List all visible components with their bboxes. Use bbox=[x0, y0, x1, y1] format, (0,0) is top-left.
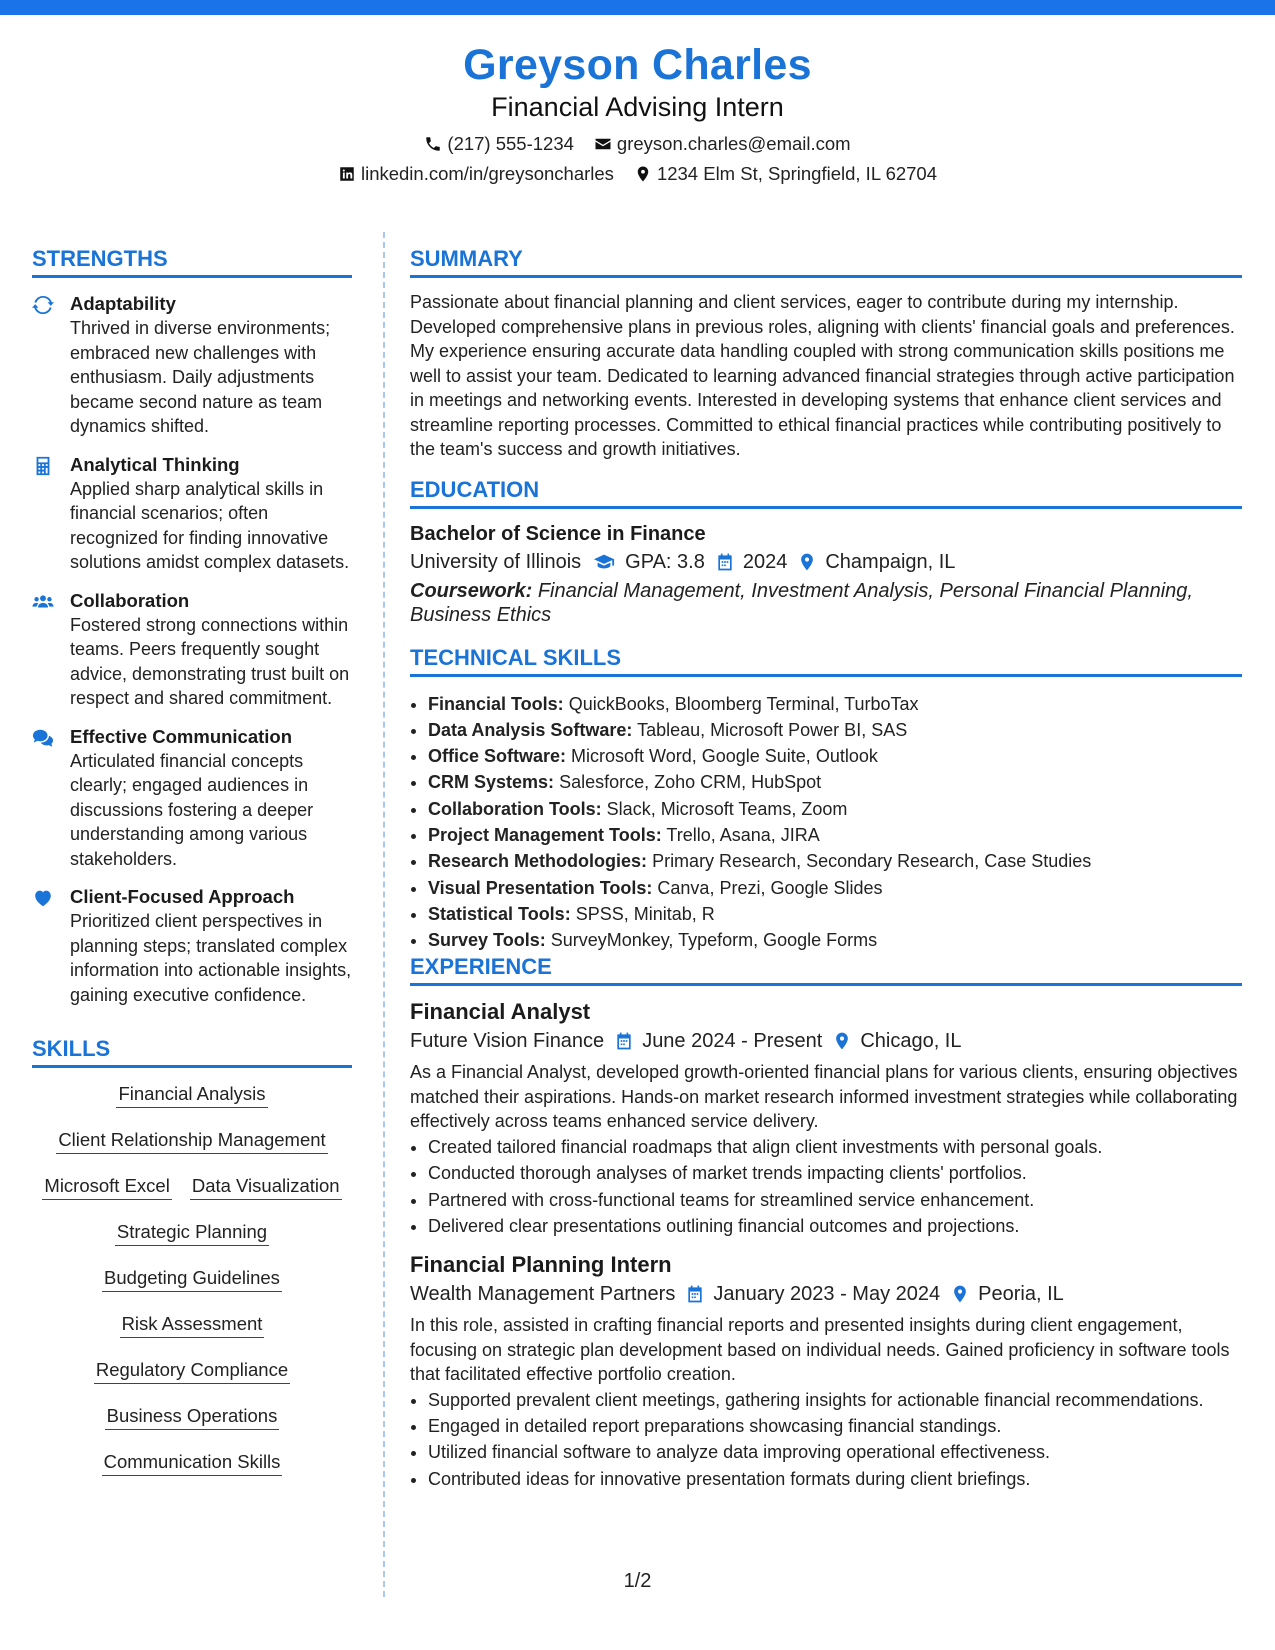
company-name: Future Vision Finance bbox=[410, 1030, 605, 1053]
strength-title: Analytical Thinking bbox=[70, 453, 240, 475]
coursework-text: Financial Management, Investment Analysis, Personal Financial Planning, Business Ethics bbox=[410, 579, 1193, 626]
tech-skill-value: SPSS, Minitab, R bbox=[575, 903, 715, 924]
tech-skill-label: Collaboration Tools: bbox=[428, 798, 602, 819]
skill-tag: Financial Analysis bbox=[116, 1082, 267, 1108]
tech-skill-label: Research Methodologies: bbox=[428, 851, 648, 872]
tech-skill-value: Trello, Asana, JIRA bbox=[666, 824, 820, 845]
map-pin-icon bbox=[797, 552, 817, 572]
gpa-text: GPA: 3.8 bbox=[625, 550, 705, 573]
skills-section bbox=[32, 1035, 352, 1476]
job-entry bbox=[410, 998, 1242, 1239]
summary-heading: SUMMARY bbox=[410, 245, 1242, 278]
school-location-text: Champaign, IL bbox=[825, 550, 956, 573]
strength-description: Thrived in diverse environments; embraced new challenges with enthusiasm. Daily adjustments became second nature as team dynamics shifted. bbox=[70, 318, 331, 436]
strength-item bbox=[32, 589, 352, 711]
strength-title: Client-Focused Approach bbox=[70, 886, 295, 907]
column-divider bbox=[383, 232, 385, 1597]
skill-tag: Budgeting Guidelines bbox=[102, 1266, 282, 1292]
job-location-item bbox=[950, 1279, 1064, 1309]
strength-item bbox=[32, 292, 352, 439]
education-meta bbox=[410, 547, 1242, 577]
strength-description: Articulated financial concepts clearly; engaged audiences in discussions fostering a deeper understanding among various stakeholders. bbox=[70, 750, 314, 869]
strength-description: Fostered strong connections within teams. Peers frequently sought advice, demonstrating trust built on respect and shared commitment. bbox=[70, 614, 350, 708]
calendar-icon bbox=[614, 1031, 634, 1051]
tech-skill-value: Slack, Microsoft Teams, Zoom bbox=[606, 798, 848, 819]
job-title: Financial Planning Intern bbox=[410, 1252, 672, 1278]
summary-text: Passionate about financial planning and client services, eager to contribute during my internship. Developed comprehensive plans in previous roles, aligning with clients' financial goals and preferences. My experience ensuring accurate data handling coupled with strong communication skills positions me well to assist your team. Dedicated to learning advanced financial strategies through active participation in meetings and networking events. Interested in developing systems that enhance client services and streamline reporting processes. Committed to ethical financial practices while contributing positively to the team's success and growth initiatives. bbox=[410, 292, 1235, 459]
skill-tag: Client Relationship Management bbox=[56, 1128, 327, 1154]
phone-text: (217) 555-1234 bbox=[447, 133, 574, 154]
tech-skill-value: Primary Research, Secondary Research, Case Studies bbox=[652, 851, 1092, 872]
right-column bbox=[410, 245, 1242, 1506]
address-text: 1234 Elm St, Springfield, IL 62704 bbox=[656, 163, 938, 184]
experience-heading: EXPERIENCE bbox=[410, 953, 1242, 986]
tech-skill-label: Project Management Tools: bbox=[428, 824, 662, 845]
company-name: Wealth Management Partners bbox=[410, 1283, 676, 1306]
tech-skill-value: QuickBooks, Bloomberg Terminal, TurboTax bbox=[568, 693, 919, 714]
comments-icon bbox=[32, 727, 54, 749]
calendar-icon bbox=[715, 552, 735, 572]
tech-skill-value: Salesforce, Zoho CRM, HubSpot bbox=[559, 772, 822, 793]
skill-tag: Communication Skills bbox=[102, 1450, 283, 1476]
resume-header bbox=[0, 40, 1275, 186]
linkedin-text[interactable]: linkedin.com/in/greysoncharles bbox=[360, 163, 614, 184]
left-column bbox=[32, 245, 352, 1496]
list-item bbox=[428, 717, 1242, 743]
tech-skill-label: Financial Tools: bbox=[428, 693, 564, 714]
job-dates-text: June 2024 - Present bbox=[642, 1030, 823, 1053]
list-item bbox=[428, 691, 1242, 717]
list-item bbox=[428, 769, 1242, 795]
list-item bbox=[428, 796, 1242, 822]
list-item: • Partnered with cross-functional teams for streamlined service enhancement. bbox=[428, 1187, 1242, 1213]
page-indicator: 1/2 bbox=[623, 1570, 652, 1592]
list-item bbox=[428, 822, 1242, 848]
skills-heading: SKILLS bbox=[32, 1035, 352, 1068]
list-item: • Contributed ideas for innovative presentation formats during client briefings. bbox=[428, 1466, 1242, 1492]
sync-icon bbox=[32, 294, 54, 316]
map-pin-icon bbox=[832, 1031, 852, 1051]
job-entry bbox=[410, 1251, 1242, 1492]
tech-skill-value: Tableau, Microsoft Power BI, SAS bbox=[637, 719, 908, 740]
strengths-heading: STRENGTHS bbox=[32, 245, 352, 278]
phone-item bbox=[424, 132, 574, 156]
education-heading: EDUCATION bbox=[410, 476, 1242, 509]
skill-tag: Data Visualization bbox=[190, 1174, 342, 1200]
skill-tag: Risk Assessment bbox=[120, 1312, 265, 1338]
tech-skill-label: Statistical Tools: bbox=[428, 903, 571, 924]
list-item: • Created tailored financial roadmaps that align client investments with personal goals. bbox=[428, 1134, 1242, 1160]
tech-skill-label: Office Software: bbox=[428, 746, 567, 767]
job-meta bbox=[410, 1279, 1242, 1309]
list-item: • Engaged in detailed report preparations showcasing financial standings. bbox=[428, 1413, 1242, 1439]
graduation-cap-icon bbox=[591, 551, 617, 573]
job-location-item bbox=[832, 1026, 961, 1056]
calculator-icon bbox=[32, 455, 54, 477]
heart-icon bbox=[32, 887, 54, 909]
strength-title: Collaboration bbox=[70, 589, 190, 611]
strength-description: Prioritized client perspectives in planning steps; translated complex information into actionable insights, gaining executive confidence. bbox=[70, 911, 352, 1005]
users-icon bbox=[32, 591, 54, 613]
gpa-item bbox=[591, 547, 705, 577]
list-item: • Delivered clear presentations outlining financial outcomes and projections. bbox=[428, 1213, 1242, 1239]
degree-title: Bachelor of Science in Finance bbox=[410, 522, 706, 545]
job-dates-text: January 2023 - May 2024 bbox=[713, 1283, 941, 1306]
job-bullets bbox=[410, 1134, 1242, 1239]
strength-description: Applied sharp analytical skills in financial scenarios; often recognized for finding innovative solutions amidst complex datasets. bbox=[70, 478, 350, 572]
job-dates-item bbox=[614, 1026, 822, 1056]
job-description: As a Financial Analyst, developed growth-oriented financial plans for various clients, ensuring objectives matched their aspirations. Hands-on market research informed investment strategies while collaborating effectively across teams enhanced service delivery. bbox=[410, 1062, 1238, 1132]
top-accent-bar bbox=[0, 0, 1275, 15]
phone-icon bbox=[424, 135, 442, 153]
email-text[interactable]: greyson.charles@email.com bbox=[616, 133, 851, 154]
list-item bbox=[428, 875, 1242, 901]
email-item[interactable] bbox=[594, 132, 851, 156]
strength-item bbox=[32, 885, 352, 1007]
candidate-title: Financial Advising Intern bbox=[491, 92, 784, 122]
tech-skill-value: Microsoft Word, Google Suite, Outlook bbox=[571, 746, 878, 767]
job-meta bbox=[410, 1026, 1242, 1056]
job-description: In this role, assisted in crafting financial reports and presented insights during client engagement, focusing on strategic plan development based on individual needs. Gained proficiency in software tools that facilitated effective portfolio creation. bbox=[410, 1315, 1230, 1385]
list-item bbox=[428, 901, 1242, 927]
skill-tag: Regulatory Compliance bbox=[94, 1358, 290, 1384]
tech-skill-label: Data Analysis Software: bbox=[428, 719, 633, 740]
grad-year-text: 2024 bbox=[742, 550, 788, 573]
list-item bbox=[428, 848, 1242, 874]
strength-title: Adaptability bbox=[70, 293, 176, 314]
strength-title: Effective Communication bbox=[70, 725, 293, 747]
coursework-label: Coursework: bbox=[410, 579, 533, 602]
job-location-text: Chicago, IL bbox=[860, 1030, 962, 1053]
list-item: • Conducted thorough analyses of market trends impacting clients' portfolios. bbox=[428, 1160, 1242, 1186]
skill-tag: Strategic Planning bbox=[115, 1220, 269, 1246]
strength-item bbox=[32, 725, 352, 872]
skill-tag: Business Operations bbox=[105, 1404, 280, 1430]
coursework bbox=[410, 579, 1242, 628]
list-item bbox=[428, 927, 1242, 953]
tech-skill-label: CRM Systems: bbox=[428, 772, 555, 793]
job-location-text: Peoria, IL bbox=[978, 1283, 1064, 1306]
tech-skill-label: Survey Tools: bbox=[428, 930, 546, 951]
calendar-icon bbox=[685, 1284, 705, 1304]
tech-skill-value: SurveyMonkey, Typeform, Google Forms bbox=[550, 930, 878, 951]
envelope-icon bbox=[594, 135, 612, 153]
list-item: • Supported prevalent client meetings, gathering insights for actionable financial recommendations. bbox=[428, 1387, 1242, 1413]
map-pin-icon bbox=[634, 165, 652, 183]
tech-skill-value: Canva, Prezi, Google Slides bbox=[657, 877, 883, 898]
linkedin-item[interactable] bbox=[338, 162, 614, 186]
job-dates-item bbox=[685, 1279, 940, 1309]
strength-item bbox=[32, 453, 352, 575]
school-location-item bbox=[797, 547, 955, 577]
school-name: University of Illinois bbox=[410, 550, 582, 573]
list-item bbox=[428, 743, 1242, 769]
tech-skill-label: Visual Presentation Tools: bbox=[428, 877, 653, 898]
grad-year-item bbox=[715, 547, 788, 577]
address-item bbox=[634, 162, 937, 186]
technical-skills-heading: TECHNICAL SKILLS bbox=[410, 644, 1242, 677]
job-title: Financial Analyst bbox=[410, 999, 591, 1025]
skill-tag: Microsoft Excel bbox=[42, 1174, 171, 1200]
candidate-name: Greyson Charles bbox=[463, 41, 812, 89]
linkedin-icon bbox=[338, 165, 356, 183]
job-bullets bbox=[410, 1387, 1242, 1492]
map-pin-icon bbox=[950, 1284, 970, 1304]
contact-row-2 bbox=[0, 162, 1275, 186]
list-item: • Utilized financial software to analyze data improving operational effectiveness. bbox=[428, 1439, 1242, 1465]
technical-skills-list bbox=[410, 691, 1242, 954]
contact-row-1 bbox=[0, 132, 1275, 156]
